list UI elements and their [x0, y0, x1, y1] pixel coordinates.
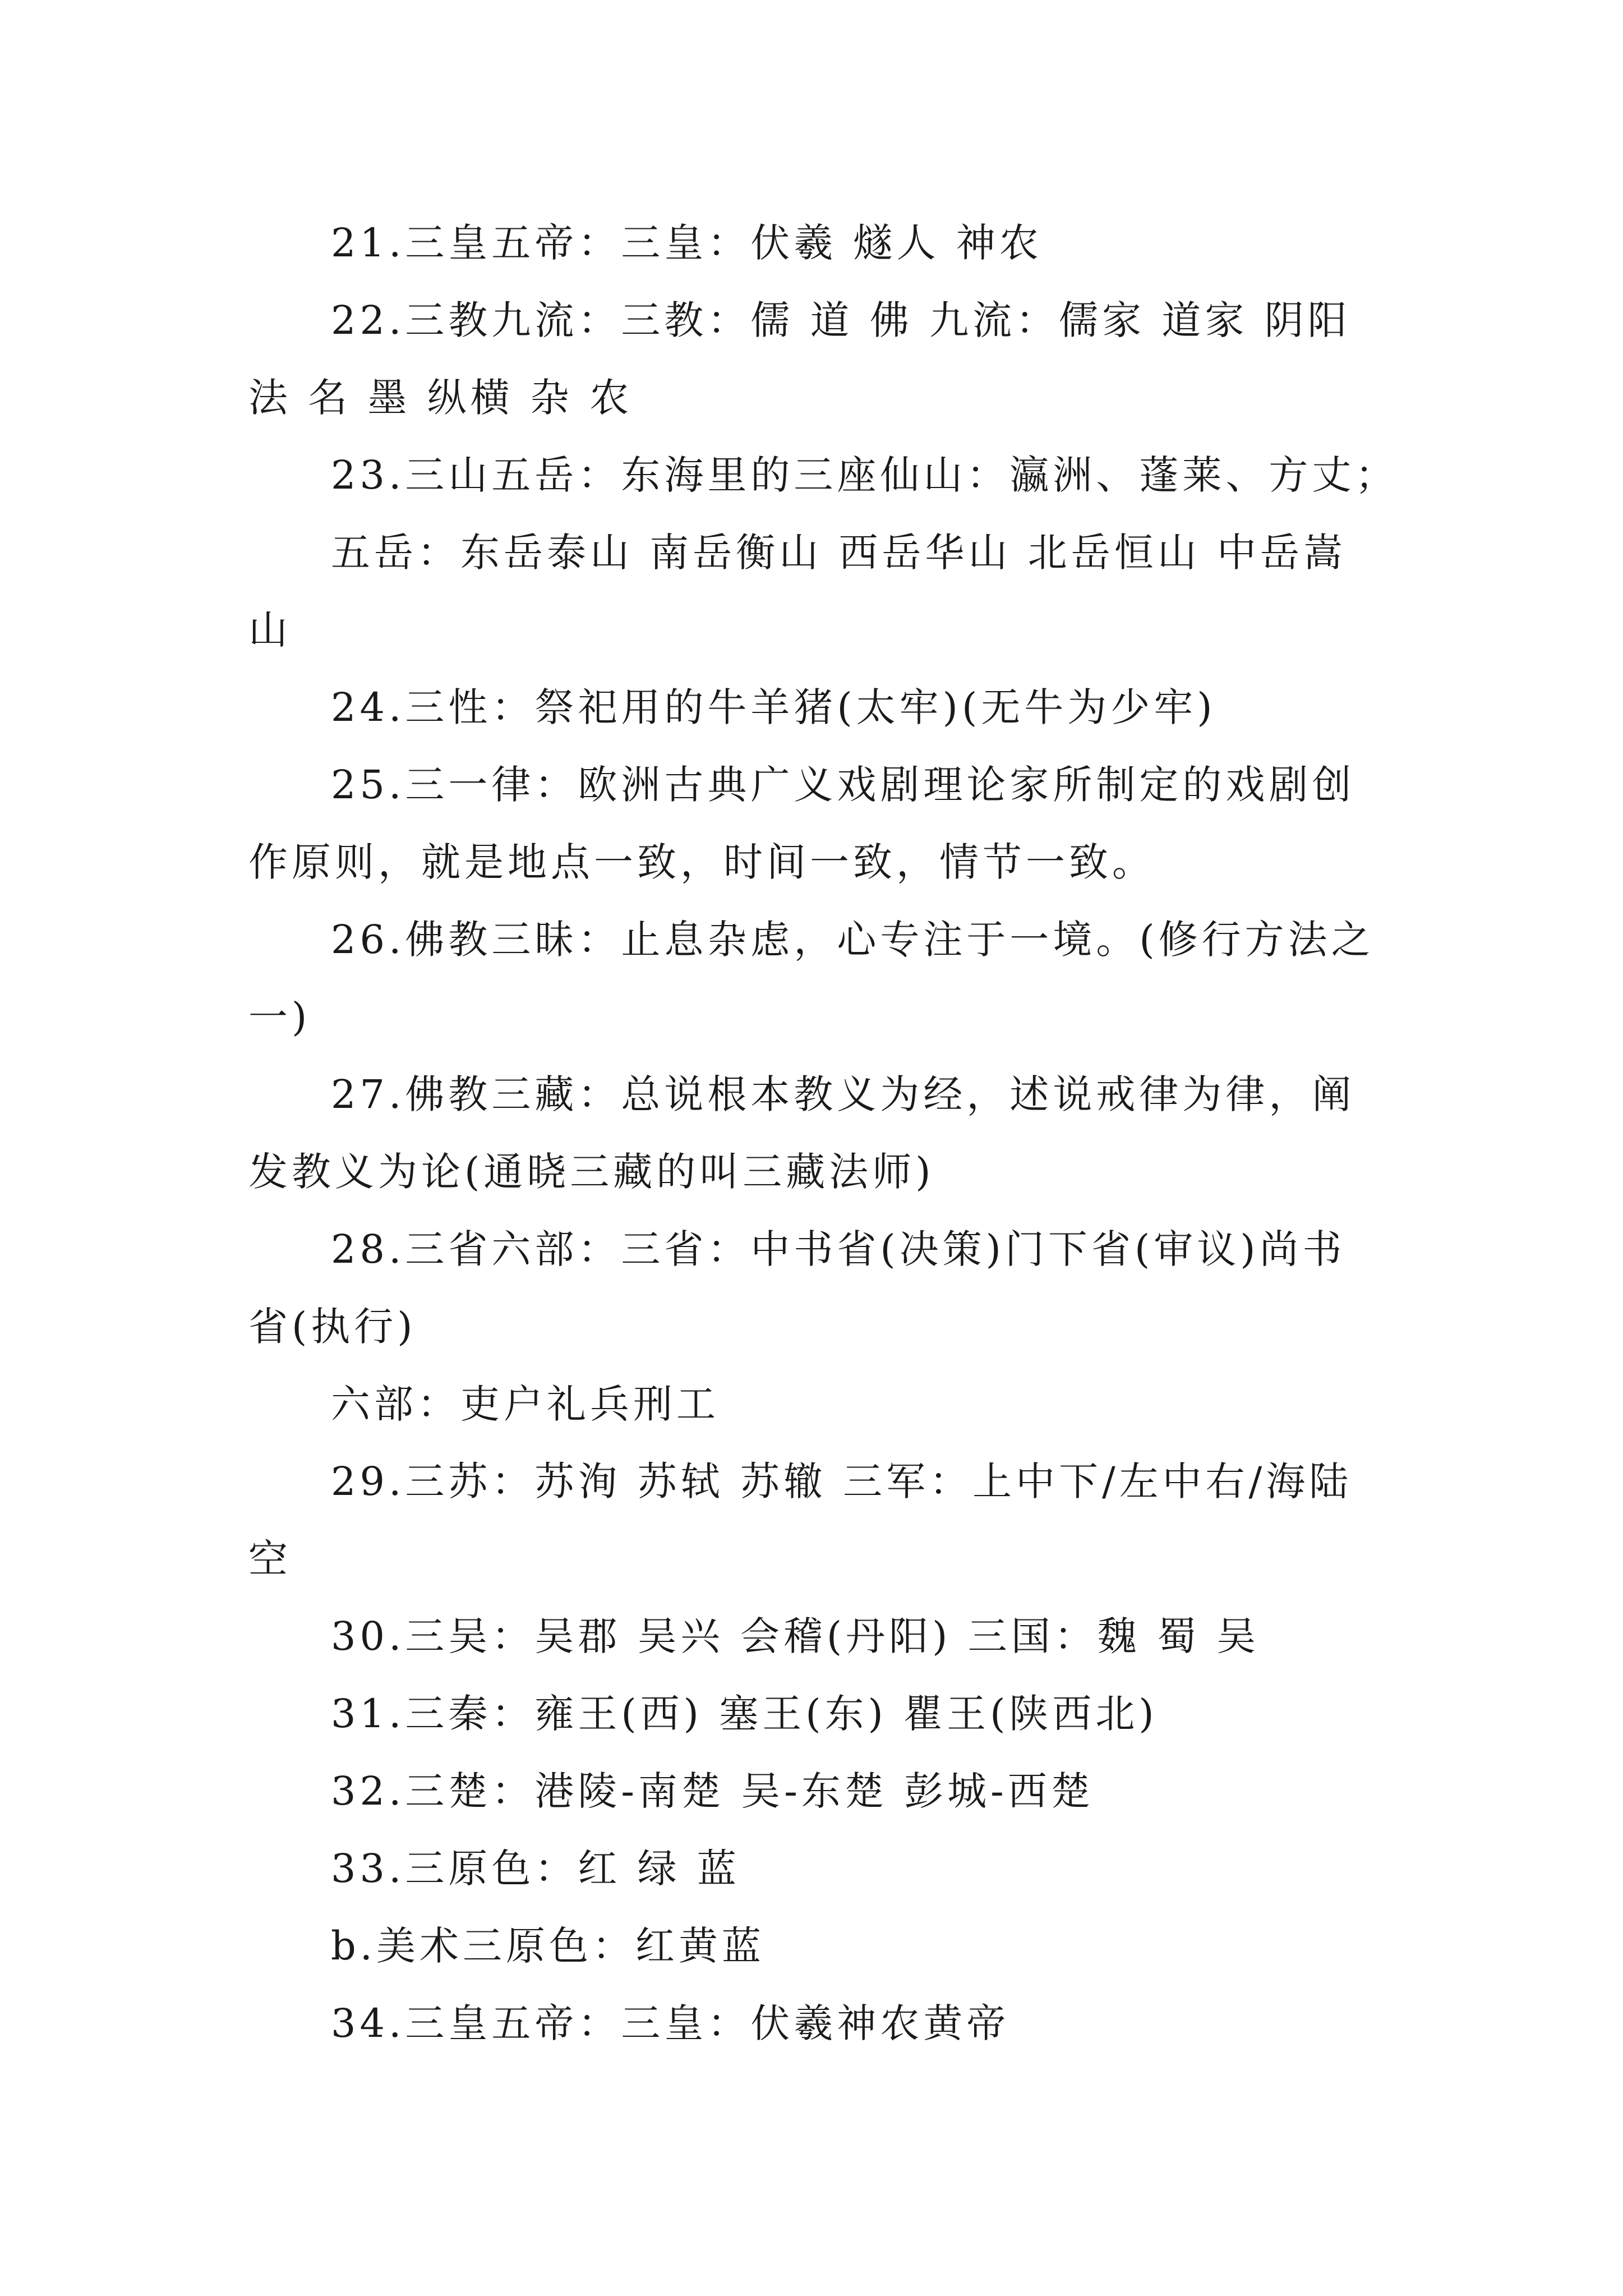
entry-26-continuation: 一) [248, 994, 311, 1040]
entry-29-line: 29.三苏：苏洵 苏轼 苏辙 三军：上中下/左中右/海陆 [331, 1458, 1353, 1504]
entry-33-line: 33.三原色：红 绿 蓝 [331, 1846, 740, 1892]
entry-25-line: 25.三一律：欧洲古典广义戏剧理论家所制定的戏剧创 [331, 762, 1355, 808]
entry-30-line: 30.三吴：吴郡 吴兴 会稽(丹阳) 三国：魏 蜀 吴 [331, 1613, 1260, 1659]
entry-33b-line: b.美术三原色：红黄蓝 [331, 1923, 766, 1969]
entry-31-line: 31.三秦：雍王(西) 塞王(东) 瞿王(陕西北) [331, 1691, 1158, 1737]
entry-23-wuyue-line: 五岳：东岳泰山 南岳衡山 西岳华山 北岳恒山 中岳嵩 [331, 530, 1347, 576]
entry-28-liubu-line: 六部：吏户礼兵刑工 [331, 1381, 720, 1427]
entry-27-continuation: 发教义为论(通晓三藏的叫三藏法师) [248, 1149, 935, 1195]
entry-22-line: 22.三教九流：三教：儒 道 佛 九流：儒家 道家 阴阳 [331, 297, 1351, 343]
entry-27-line: 27.佛教三藏：总说根本教义为经，述说戒律为律，阐 [331, 1071, 1355, 1117]
entry-29-continuation: 空 [248, 1536, 292, 1582]
entry-28-continuation: 省(执行) [248, 1304, 417, 1350]
entry-23-continuation: 山 [248, 607, 292, 653]
entry-21-line: 21.三皇五帝：三皇：伏羲 燧人 神农 [331, 220, 1043, 266]
entry-34-line: 34.三皇五帝：三皇：伏羲神农黄帝 [331, 2000, 1010, 2046]
entry-23-line: 23.三山五岳：东海里的三座仙山：瀛洲、蓬莱、方丈； [331, 452, 1399, 498]
entry-28-line: 28.三省六部：三省：中书省(决策)门下省(审议)尚书 [331, 1226, 1346, 1272]
entry-25-continuation: 作原则，就是地点一致，时间一致，情节一致。 [248, 839, 1155, 885]
entry-32-line: 32.三楚：港陵-南楚 吴-东楚 彭城-西楚 [331, 1768, 1094, 1814]
entry-22-continuation: 法 名 墨 纵横 杂 农 [248, 375, 633, 421]
entry-24-line: 24.三性：祭祀用的牛羊猪(太牢)(无牛为少牢) [331, 684, 1216, 730]
entry-26-line: 26.佛教三昧：止息杂虑，心专注于一境。(修行方法之 [331, 917, 1375, 963]
